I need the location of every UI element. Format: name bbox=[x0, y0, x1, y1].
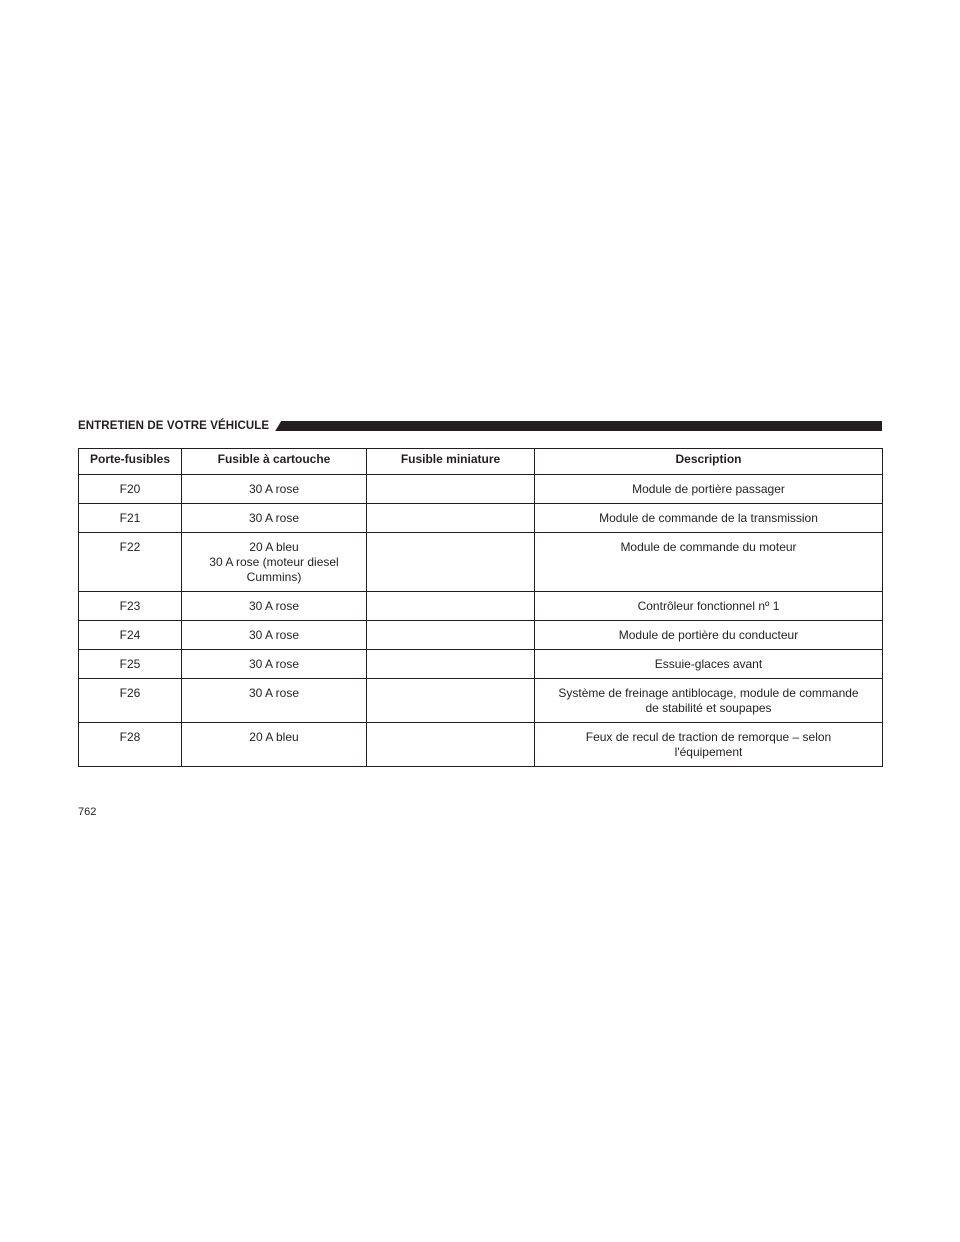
cartridge-fuse-cell bbox=[182, 679, 367, 723]
description-cell bbox=[535, 621, 883, 650]
description-line: Feux de recul de traction de remorque – selon bbox=[585, 730, 832, 744]
fuse-holder-cell: F23 bbox=[79, 592, 182, 621]
mini-fuse-cell bbox=[367, 650, 535, 679]
table-row bbox=[79, 533, 883, 592]
mini-fuse-cell bbox=[367, 504, 535, 533]
cartridge-fuse-line: 30 A rose bbox=[248, 628, 300, 642]
fuse-holder-cell: F26 bbox=[79, 679, 182, 723]
cartridge-fuse-cell bbox=[182, 504, 367, 533]
description-line: de stabilité et soupapes bbox=[645, 701, 772, 715]
table-header-row bbox=[79, 449, 883, 475]
fuse-holder-cell: F22 bbox=[79, 533, 182, 592]
cartridge-fuse-cell bbox=[182, 723, 367, 767]
table-row bbox=[79, 504, 883, 533]
description-line: Système de freinage antiblocage, module de commande bbox=[558, 686, 859, 700]
cartridge-fuse-line: Cummins) bbox=[246, 570, 302, 584]
page-number: 762 bbox=[78, 806, 97, 818]
header-cartridge-fuse: Fusible à cartouche bbox=[182, 449, 367, 475]
cartridge-fuse-cell bbox=[182, 533, 367, 592]
description-cell bbox=[535, 533, 883, 592]
mini-fuse-cell bbox=[367, 533, 535, 592]
description-cell bbox=[535, 650, 883, 679]
table-row bbox=[79, 475, 883, 504]
cartridge-fuse-line: 30 A rose bbox=[248, 599, 300, 613]
description-line: Contrôleur fonctionnel nº 1 bbox=[637, 599, 780, 613]
table-row bbox=[79, 592, 883, 621]
header-mini-fuse: Fusible miniature bbox=[367, 449, 535, 475]
description-line: l'équipement bbox=[674, 745, 743, 759]
fuse-holder-cell: F21 bbox=[79, 504, 182, 533]
fuse-holder-cell: F20 bbox=[79, 475, 182, 504]
cartridge-fuse-line: 30 A rose bbox=[248, 482, 300, 496]
description-line: Module de portière du conducteur bbox=[618, 628, 799, 642]
cartridge-fuse-cell bbox=[182, 650, 367, 679]
mini-fuse-cell bbox=[367, 621, 535, 650]
cartridge-fuse-cell bbox=[182, 592, 367, 621]
header-description: Description bbox=[535, 449, 883, 475]
description-cell bbox=[535, 592, 883, 621]
description-cell bbox=[535, 475, 883, 504]
description-line: Module de commande de la transmission bbox=[599, 511, 818, 525]
mini-fuse-cell bbox=[367, 475, 535, 504]
description-cell bbox=[535, 504, 883, 533]
description-line: Essuie-glaces avant bbox=[654, 657, 763, 671]
description-cell bbox=[535, 723, 883, 767]
mini-fuse-cell bbox=[367, 592, 535, 621]
fuse-holder-cell: F24 bbox=[79, 621, 182, 650]
cartridge-fuse-line: 30 A rose (moteur diesel bbox=[209, 555, 339, 569]
cartridge-fuse-cell bbox=[182, 621, 367, 650]
mini-fuse-cell bbox=[367, 723, 535, 767]
table-row bbox=[79, 650, 883, 679]
table-row bbox=[79, 621, 883, 650]
description-cell bbox=[535, 679, 883, 723]
fuse-holder-cell: F25 bbox=[79, 650, 182, 679]
mini-fuse-cell bbox=[367, 679, 535, 723]
fuse-table bbox=[78, 448, 883, 767]
description-line: Module de commande du moteur bbox=[620, 540, 797, 554]
cartridge-fuse-line: 30 A rose bbox=[248, 686, 300, 700]
section-title: ENTRETIEN DE VOTRE VÉHICULE bbox=[78, 420, 270, 432]
cartridge-fuse-line: 20 A bleu bbox=[249, 730, 299, 744]
cartridge-fuse-line: 30 A rose bbox=[248, 657, 300, 671]
section-header bbox=[78, 418, 882, 434]
cartridge-fuse-line: 20 A bleu bbox=[249, 540, 299, 554]
description-line: Module de portière passager bbox=[632, 482, 785, 496]
table-row bbox=[79, 723, 883, 767]
fuse-holder-cell: F28 bbox=[79, 723, 182, 767]
header-fuse-holder: Porte-fusibles bbox=[79, 449, 182, 475]
table-row bbox=[79, 679, 883, 723]
cartridge-fuse-cell bbox=[182, 475, 367, 504]
cartridge-fuse-line: 30 A rose bbox=[248, 511, 300, 525]
section-title-bar bbox=[275, 421, 882, 431]
